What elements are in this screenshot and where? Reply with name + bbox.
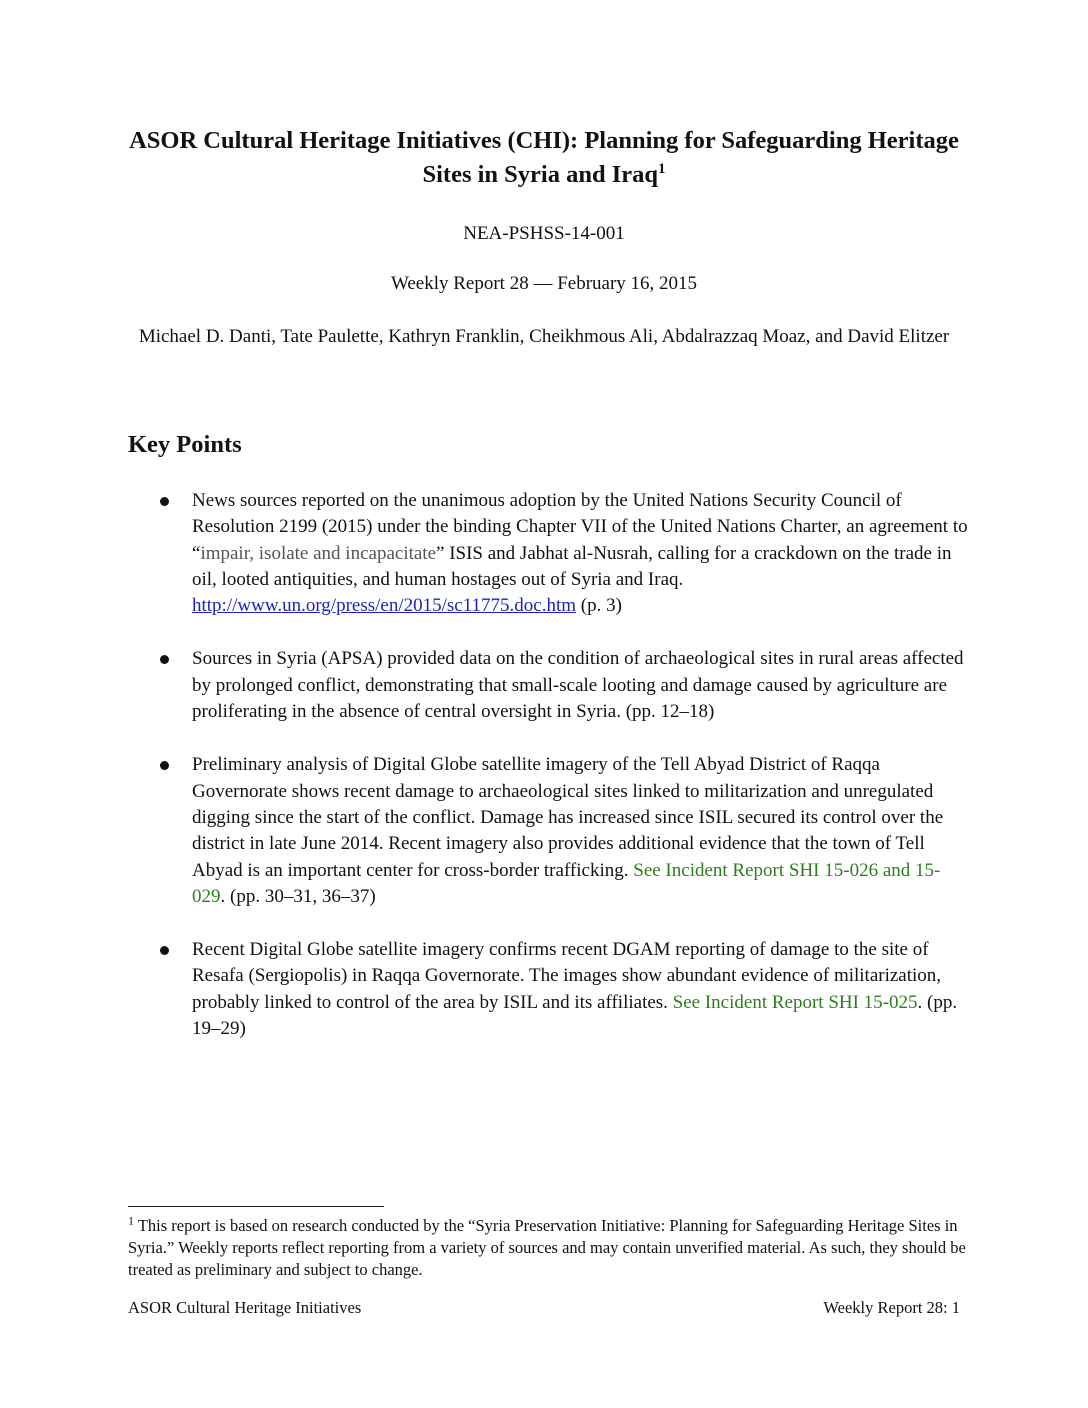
key-point-1-pages: (p. 3)	[576, 595, 622, 617]
bullet-icon	[160, 655, 169, 664]
key-point-4-pages: . (pp. 19–29)	[192, 991, 958, 1040]
incident-report-ref-025[interactable]: See Incident Report SHI 15-025	[672, 991, 918, 1013]
key-point-3	[128, 752, 968, 910]
key-point-3-text: Preliminary analysis of Digital Globe satellite imagery of the Tell Abyad District of Raqqa Governorate shows recent damage to archaeological sites linked to militarization and unregulated digging since the start of the conflict. Damage has increased since ISIL secured its control over the district in late June 2014. Recent imagery also provides additional evidence that the town of Tell Abyad is an important center for cross-border trafficking.	[192, 754, 944, 881]
key-point-4	[128, 937, 968, 1042]
bullet-icon	[160, 946, 169, 955]
footnote-mark: 1	[128, 1213, 134, 1228]
footnote-divider	[128, 1206, 384, 1207]
un-press-link[interactable]: http://www.un.org/press/en/2015/sc11775.doc.htm	[192, 595, 577, 617]
key-point-1-text-after: ” ISIS and Jabhat al-Nusrah, calling for a crackdown on the trade in oil, looted antiquities, and human hostages out of Syria and Iraq.	[192, 542, 952, 590]
footnote	[128, 1215, 968, 1281]
grant-number: NEA-PSHSS-14-001	[463, 223, 625, 244]
author-list: Michael D. Danti, Tate Paulette, Kathryn Franklin, Cheikhmous Ali, Abdalrazzaq Moaz, and David Elitzer	[138, 326, 950, 347]
key-point-1-quote: impair, isolate and incapacitate	[200, 542, 437, 564]
footnote-text: This report is based on research conducted by the “Syria Preservation Initiative: Planning for Safeguarding Heritage Sites in Syria.” Weekly reports reflect reporting from a variety of sources and may contain unverified material. As such, they should be treated as preliminary and subject to change.	[128, 1216, 966, 1279]
bullet-icon	[160, 497, 169, 506]
key-point-2	[128, 646, 968, 725]
report-title	[128, 124, 960, 192]
key-point-3-pages: . (pp. 30–31, 36–37)	[220, 885, 376, 907]
key-point-2-text: Sources in Syria (APSA) provided data on the condition of archaeological sites in rural areas affected by prolonged conflict, demonstrating that small-scale looting and damage caused by agriculture are proliferating in the absence of central oversight in Syria. (pp. 12–18)	[192, 648, 964, 723]
key-point-4-text: Recent Digital Globe satellite imagery confirms recent DGAM reporting of damage to the site of Resafa (Sergiopolis) in Raqqa Governorate. The images show abundant evidence of militarization, probably linked to control of the area by ISIL and its affiliates.	[192, 939, 942, 1013]
report-title-text: ASOR Cultural Heritage Initiatives (CHI): Planning for Safeguarding Heritage Sites in Syria and Iraq	[129, 127, 959, 188]
report-date-line: Weekly Report 28 — February 16, 2015	[390, 273, 698, 294]
incident-report-ref-026-029[interactable]: See Incident Report SHI 15-026 and 15-029	[192, 859, 941, 907]
key-point-1-text-before: News sources reported on the unanimous adoption by the United Nations Security Council of Resolution 2199 (2015) under the binding Chapter VII of the United Nations Charter, an agreement to “	[192, 490, 968, 564]
key-points-heading: Key Points	[128, 431, 242, 458]
title-footnote-ref: 1	[658, 160, 666, 177]
key-points-list	[128, 488, 968, 1069]
footer-page-number: Weekly Report 28: 1	[823, 1298, 960, 1317]
bullet-icon	[160, 761, 169, 770]
footer-org: ASOR Cultural Heritage Initiatives	[128, 1298, 362, 1317]
key-point-1	[128, 488, 968, 619]
